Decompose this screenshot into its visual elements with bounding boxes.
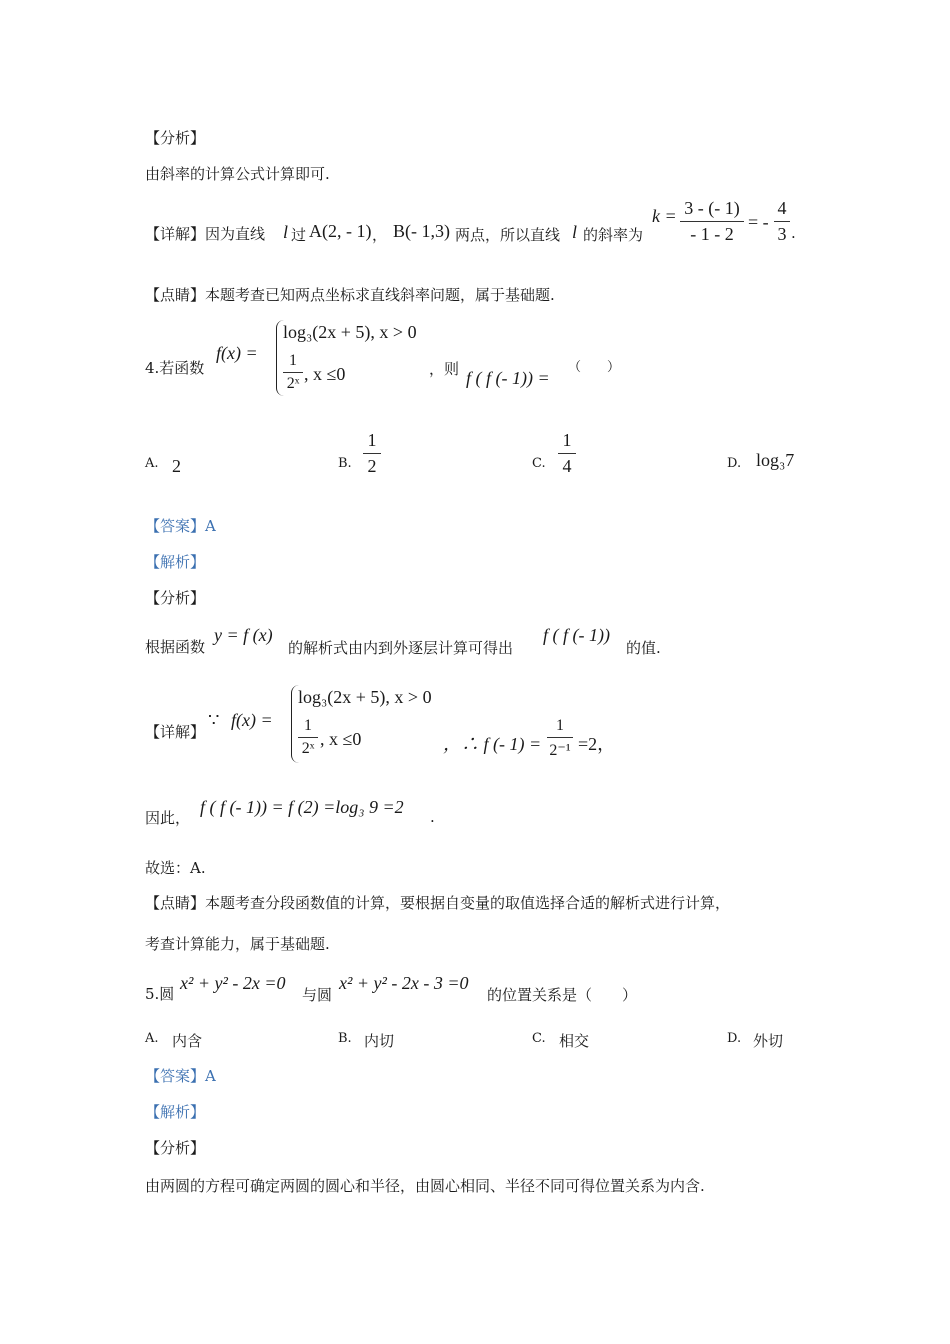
- q4-analysis-t2: 的解析式由内到外逐层计算可得出: [288, 639, 514, 657]
- q4-ask: f ( f (- 1)) =: [466, 368, 550, 388]
- q5-option-c-label: C.: [532, 1031, 546, 1046]
- q4-detail-case-2-den: 2ˣ: [301, 740, 315, 757]
- q4-eval-num: 1: [556, 717, 564, 734]
- q4-function: f(x) =: [216, 343, 258, 363]
- q5-circle-2: x² + y² - 2x - 3 =0: [339, 973, 469, 993]
- comment-line: [145, 285, 555, 305]
- analysis-text: 由斜率的计算公式计算即可.: [145, 165, 330, 183]
- q5-and-circle: 与圆: [302, 986, 333, 1004]
- detail-line: [145, 224, 265, 244]
- q4-analysis-t3: 的值.: [626, 639, 661, 657]
- q4-detail-case-2-tail: , x ≤0: [320, 729, 362, 749]
- q4-analysis-math-1: y = f (x): [214, 625, 273, 645]
- analysis-heading: 【分析】: [145, 129, 206, 147]
- slope-fraction: [680, 198, 744, 245]
- q4-stem-prefix: 4.若函数: [145, 359, 205, 377]
- slope-denominator: - 1 - 2: [690, 224, 734, 244]
- q4-case-2-num: 1: [289, 352, 297, 369]
- q5-option-b-label: B.: [338, 1031, 352, 1046]
- q4-therefore: ，∴ f (- 1) =: [443, 734, 542, 754]
- q5-analysis-text: 由两圆的方程可确定两圆的圆心和半径，由圆心相同、半径不同可得位置关系为内含.: [145, 1177, 705, 1195]
- q4-case-1: log₃(2x + 5), x > 0: [283, 322, 417, 342]
- line-symbol: l: [283, 222, 289, 242]
- result-fraction: [774, 198, 790, 245]
- q5-stem-tail: 的位置关系是（ ）: [487, 986, 638, 1004]
- q4-detail-case-2-num: 1: [304, 717, 312, 734]
- q5-stem-prefix: 5.圆: [145, 985, 175, 1003]
- q4-case-2-tail: , x ≤0: [304, 364, 346, 384]
- q4-analysis-t1: 根据函数: [145, 638, 206, 656]
- q4-analysis-heading: 【分析】: [145, 589, 206, 607]
- result-denominator: 3: [777, 224, 787, 244]
- detail-heading: 【详解】: [145, 225, 206, 243]
- q4-option-c-den: 4: [562, 456, 572, 476]
- q5-option-d-label: D.: [727, 1031, 742, 1046]
- q4-solution-heading: 【解析】: [145, 553, 206, 571]
- q4-hence-math: f ( f (- 1)) = f (2) =log₃ 9 =2: [200, 797, 404, 817]
- q4-analysis-math-2: f ( f (- 1)): [543, 625, 610, 645]
- q4-case-2-den: 2ˣ: [286, 375, 300, 392]
- q4-then: ，则: [429, 360, 460, 378]
- q4-blank: （ ）: [568, 360, 621, 375]
- slope-k: k =: [652, 206, 677, 226]
- q4-option-a-value: 2: [172, 456, 181, 476]
- q4-detail-case-2-fraction: [298, 717, 318, 758]
- result-numerator: 4: [777, 198, 787, 218]
- q5-solution-heading: 【解析】: [145, 1103, 206, 1121]
- q5-analysis-heading: 【分析】: [145, 1139, 206, 1157]
- point-b: B(- 1,3): [393, 221, 450, 241]
- text-two-points: 两点，所以直线: [455, 226, 561, 244]
- comma: ，: [372, 226, 388, 244]
- q4-option-c-fraction: [558, 430, 576, 477]
- q4-comment-line-2: 考查计算能力，属于基础题.: [145, 935, 330, 953]
- q5-circle-1: x² + y² - 2x =0: [180, 973, 286, 993]
- because-symbol: ∵: [208, 710, 220, 730]
- text-guo: 过: [291, 226, 307, 244]
- q4-option-b-num: 1: [367, 430, 377, 450]
- q4-option-d-label: D.: [727, 456, 742, 471]
- q4-detail-case-1: log₃(2x + 5), x > 0: [298, 687, 432, 707]
- equals-neg: = -: [748, 212, 769, 232]
- period: .: [791, 224, 796, 242]
- slope-numerator: 3 - (- 1): [684, 198, 740, 218]
- q4-choose: 故选：A.: [145, 859, 206, 877]
- q5-answer: 【答案】A: [145, 1067, 216, 1085]
- q4-option-c-num: 1: [562, 430, 572, 450]
- q4-option-b-label: B.: [338, 456, 352, 471]
- q5-option-d-value: 外切: [753, 1032, 784, 1050]
- q5-option-b-value: 内切: [364, 1032, 395, 1050]
- q4-option-d-value: log₃7: [756, 450, 795, 470]
- point-a: A(2, - 1): [309, 221, 372, 241]
- q4-option-c-label: C.: [532, 456, 546, 471]
- text-slope-is: 的斜率为: [583, 226, 644, 244]
- q5-option-a-label: A.: [145, 1031, 159, 1046]
- q4-option-a-label: A.: [145, 456, 159, 471]
- q4-eval-tail: =2，: [578, 734, 616, 754]
- q4-detail-function: f(x) =: [231, 710, 273, 730]
- q4-option-b-fraction: [363, 430, 381, 477]
- q4-case-2-fraction: [283, 352, 303, 393]
- q5-option-c-value: 相交: [559, 1032, 590, 1050]
- q4-hence-period: .: [430, 808, 435, 826]
- q4-comment-line-1: [145, 893, 730, 913]
- q5-option-a-value: 内含: [172, 1032, 203, 1050]
- q4-hence: 因此，: [145, 809, 191, 827]
- comment-heading: 【点睛】: [145, 286, 206, 304]
- comment-text: 本题考查已知两点坐标求直线斜率问题，属于基础题.: [205, 286, 555, 304]
- line-symbol-2: l: [572, 222, 578, 242]
- q4-answer: 【答案】A: [145, 517, 216, 535]
- q4-eval-den: 2⁻¹: [549, 742, 571, 759]
- q4-option-b-den: 2: [367, 456, 377, 476]
- q4-eval-fraction: [547, 717, 573, 760]
- detail-text: 因为直线: [205, 225, 266, 243]
- q4-detail-heading: 【详解】: [145, 723, 206, 741]
- q4-comment-text-1: 本题考查分段函数值的计算，要根据自变量的取值选择合适的解析式进行计算，: [205, 894, 731, 912]
- q4-comment-heading: 【点睛】: [145, 894, 206, 912]
